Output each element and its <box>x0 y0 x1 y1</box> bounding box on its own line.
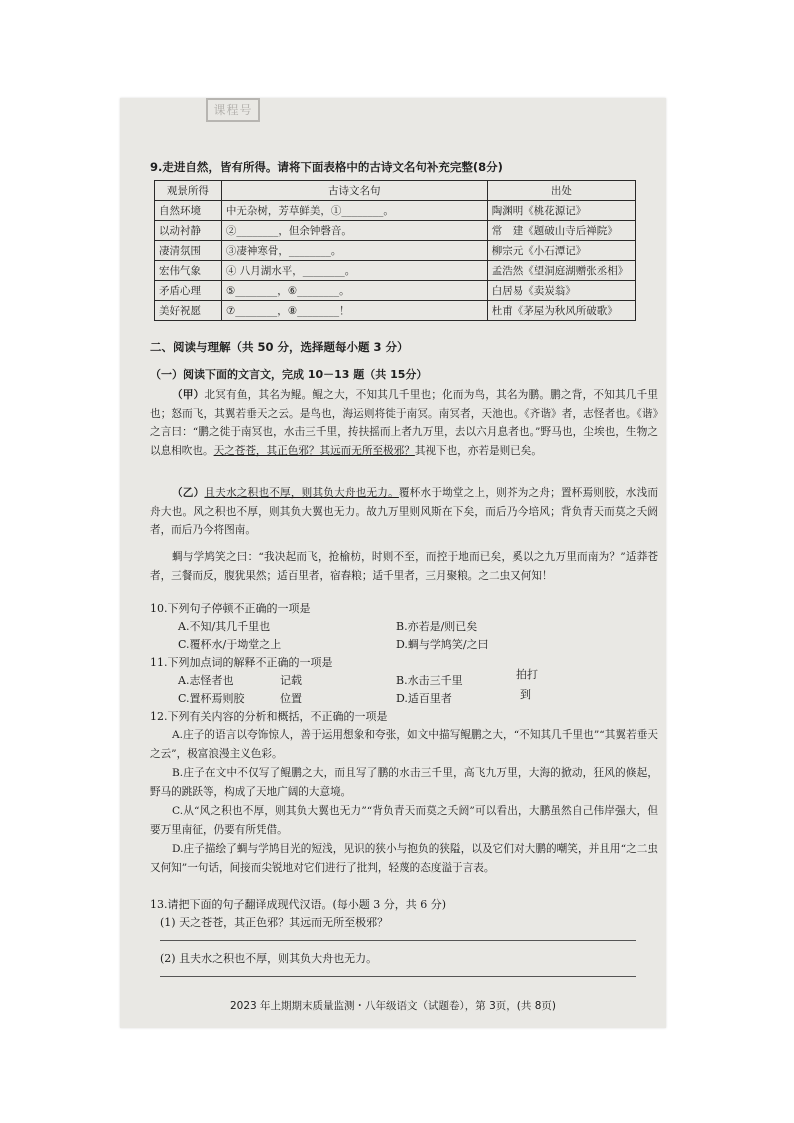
row-line: ②________，但余钟磬音。 <box>221 221 487 241</box>
passage-yi-label: （乙） <box>172 487 205 499</box>
q10-title: 10.下列句子停顿不正确的一项是 <box>150 602 311 615</box>
row-line: ⑦________，⑧________！ <box>221 301 487 321</box>
row-label: 凄清氛围 <box>155 241 222 261</box>
part1-title: （一）阅读下面的文言文，完成 10－13 题（共 15分） <box>150 368 428 381</box>
header-cell: 出处 <box>487 181 635 201</box>
row-label: 自然环境 <box>155 201 222 221</box>
table-row <box>155 301 636 321</box>
passage-yi-underlined: 且夫水之积也不厚，则其负大舟也无力。 <box>204 487 399 499</box>
answer-line-2[interactable] <box>160 976 636 977</box>
answer-line-1[interactable] <box>160 940 636 941</box>
row-line: ④ 八月湖水平，________。 <box>221 261 487 281</box>
q12-option-c: C.从“风之积也不厚，则其负大翼也无力”“背负青天而莫之夭阏”可以看出，大鹏虽然自己伟岸强大，但要万里南征，仍要有所凭借。 <box>150 805 658 836</box>
table-row <box>155 241 636 261</box>
q9-title: 9.走进自然，皆有所得。请将下面表格中的古诗文名句补充完整(8分) <box>150 160 503 174</box>
row-source: 孟浩然《望洞庭湖赠张丞相》 <box>487 261 635 281</box>
table-row <box>155 281 636 301</box>
passage-yi <box>150 484 658 540</box>
row-source: 陶渊明《桃花源记》 <box>487 201 635 221</box>
row-line: ⑤________，⑥________。 <box>221 281 487 301</box>
q11-option-a: A.志怪者也 <box>178 674 234 687</box>
section2-title: 二、阅读与理解（共 50 分，选择题每小题 3 分） <box>150 340 409 354</box>
exam-paper <box>120 98 666 1028</box>
row-source: 柳宗元《小石潭记》 <box>487 241 635 261</box>
row-source: 常 建《题破山寺后禅院》 <box>487 221 635 241</box>
q10-option-c: C.覆杯水/于坳堂之上 <box>178 638 282 651</box>
row-line: ③凄神寒骨，________。 <box>221 241 487 261</box>
passage-jia-text: 北冥有鱼，其名为鲲。鲲之大，不知其几千里也；化而为鸟，其名为鹏。鹏之背，不知其几千里也；怒而飞，其翼若垂天之云。是鸟也，海运则将徙于南冥。南冥者，天池也。《齐谐》者，志怪者也。《谐》之言曰：“鹏之徙于南冥也，水击三千里，抟扶摇而上者九万里，去以六月息者也。”野马也，尘埃也，生物之以息相吹也。 <box>150 389 659 457</box>
q12-option-d: D.庄子描绘了蜩与学鸠目光的短浅，见识的狭小与抱负的狭隘，以及它们对大鹏的嘲笑，并且用“之二虫又何知”一句话，间接而尖锐地对它们进行了批判，轻蔑的态度溢于言表。 <box>150 843 658 874</box>
row-label: 矛盾心理 <box>155 281 222 301</box>
q11-gloss-b: 拍打 <box>516 668 538 681</box>
table-row <box>155 221 636 241</box>
q12-option-a: A.庄子的语言以夸饰惊人，善于运用想象和夸张，如文中描写鲲鹏之大，“不知其几千里也”“其翼若垂天之云”，极富浪漫主义色彩。 <box>150 729 658 760</box>
row-label: 美好祝愿 <box>155 301 222 321</box>
q13-sentence-2: (2) 且夫水之积也不厚，则其负大舟也无力。 <box>160 952 378 965</box>
q11-title: 11.下列加点词的解释不正确的一项是 <box>150 656 333 669</box>
passage-jia-underlined: 天之苍苍，其正色邪？其远而无所至极邪？ <box>213 444 415 457</box>
page-footer: 2023 年上期期末质量监测・八年级语文（试题卷），第 3页，(共 8页) <box>229 1000 557 1012</box>
row-label: 宏伟气象 <box>155 261 222 281</box>
q11-option-c: C.置杯焉则胶 <box>178 692 245 705</box>
header-cell: 观景所得 <box>155 181 222 201</box>
q11-option-b: B.水击三千里 <box>396 674 463 687</box>
passage-yi-text: 覆杯水于坳堂之上，则芥为之舟；置杯焉则胶，水浅而舟大也。风之积也不厚，则其负大翼也无力。故九万里则风斯在下矣，而后乃今培风；背负青天而莫之夭阏者，而后乃今将图南。 <box>150 487 659 536</box>
row-source: 杜甫《茅屋为秋风所破歌》 <box>487 301 635 321</box>
passage-jia-label: （甲） <box>172 389 205 401</box>
poem-table <box>154 180 636 321</box>
row-line: 中无杂树，芳草鲜美，①________。 <box>221 201 487 221</box>
passage-yi-cont: 蜩与学鸠笑之曰：“我决起而飞，抢榆枋，时则不至，而控于地而已矣，奚以之九万里而南为？”适莽苍者，三餐而反，腹犹果然；适百里者，宿舂粮；适千里者，三月聚粮。之二虫又何知！ <box>150 551 658 582</box>
q10-option-b: B.亦若是/则已矣 <box>396 620 478 633</box>
table-row <box>155 261 636 281</box>
q11-gloss-d: 到 <box>520 688 531 701</box>
q13-title: 13.请把下面的句子翻译成现代汉语。(每小题 3 分，共 6 分) <box>150 898 447 911</box>
row-label: 以动衬静 <box>155 221 222 241</box>
q13-sentence-1: (1) 天之苍苍，其正色邪？其远而无所至极邪？ <box>160 916 389 929</box>
row-source: 白居易《卖炭翁》 <box>487 281 635 301</box>
passage-jia-text-end: 其视下也，亦若是则已矣。 <box>414 444 542 457</box>
q12-option-b: B.庄子在文中不仅写了鲲鹏之大，而且写了鹏的水击三千里，高飞九万里，大海的掀动，狂风的倏起，野马的跳跃等，构成了天地广阔的大意境。 <box>150 767 658 798</box>
q10-option-d: D.蜩与学鸠笑/之曰 <box>396 638 489 651</box>
q12-title: 12.下列有关内容的分析和概括，不正确的一项是 <box>150 710 388 723</box>
q11-option-d: D.适百里者 <box>396 692 452 705</box>
table-header-row <box>155 181 636 201</box>
table-row <box>155 201 636 221</box>
q11-gloss-c: 位置 <box>280 692 302 705</box>
q10-option-a: A.不知/其几千里也 <box>178 620 271 633</box>
q11-gloss-a: 记载 <box>280 674 302 687</box>
course-stamp: 课程号 <box>206 98 260 122</box>
header-cell: 古诗文名句 <box>221 181 487 201</box>
passage-jia <box>150 386 658 460</box>
